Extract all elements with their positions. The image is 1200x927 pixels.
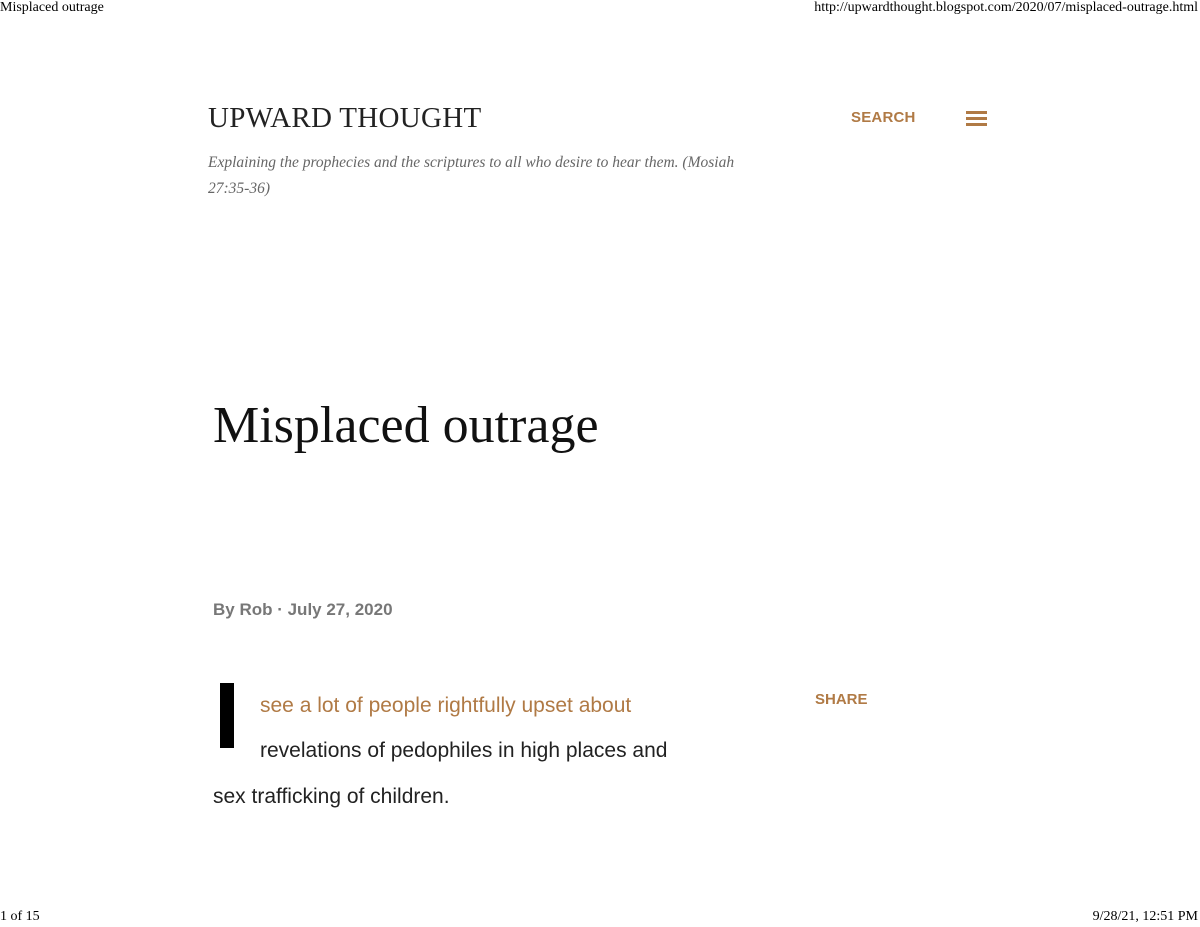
hamburger-menu-icon[interactable] xyxy=(966,111,987,126)
drop-cap xyxy=(220,683,234,748)
post-byline: By Rob · July 27, 2020 xyxy=(213,600,393,619)
print-url: http://upwardthought.blogspot.com/2020/07/misplaced-outrage.html xyxy=(814,0,1198,15)
print-page-title: Misplaced outrage xyxy=(0,0,104,15)
body-text-line: sex trafficking of children. xyxy=(213,785,450,808)
post-title: Misplaced outrage xyxy=(213,397,599,454)
body-text-line-link[interactable]: see a lot of people rightfully upset about xyxy=(260,694,632,717)
share-button[interactable]: SHARE xyxy=(815,691,868,708)
print-datetime: 9/28/21, 12:51 PM xyxy=(1092,909,1198,924)
blog-title[interactable]: UPWARD THOUGHT xyxy=(208,102,482,134)
body-text-line: revelations of pedophiles in high places and xyxy=(260,739,668,762)
blog-tagline: Explaining the prophecies and the scriptures to all who desire to hear them. (Mosiah 27:35-36) xyxy=(208,154,735,197)
search-button[interactable]: SEARCH xyxy=(851,109,916,126)
print-page-count: 1 of 15 xyxy=(0,909,40,924)
